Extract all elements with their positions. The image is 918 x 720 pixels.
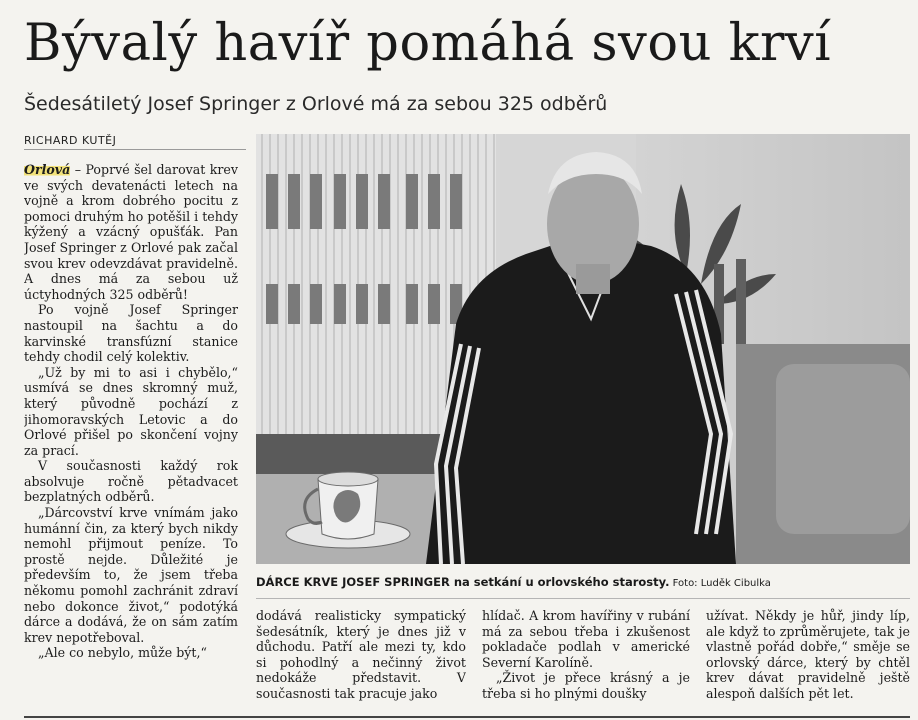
lead-text: – Poprvé šel darovat krev ve svých devatenácti letech na vojně a krom dobrého pocitu z pomoci druhým ho potěšil i tehdy kýžený a vzácný opušťák. Pan Josef Springer z Orlové pak začal svou krev odevzdávat pravidelně. A dnes má za sebou už úctyhodných 325 odběrů! xyxy=(24,162,238,302)
paragraph: „Ale co nebylo, může být,“ xyxy=(38,645,207,661)
subheadline: Šedesátiletý Josef Springer z Orlové má za sebou 325 odběrů xyxy=(24,93,608,115)
photo-illustration xyxy=(256,134,910,564)
paragraph: „Už by mi to asi i chybělo,“ usmívá se dnes skromný muž, který původně pochází z jihomoravských Letovic a do Orlové přišel po skončení vojny za prací. xyxy=(24,364,238,458)
article-column-2 xyxy=(256,608,466,718)
article-column-3 xyxy=(482,608,690,718)
dateline: Orlová xyxy=(24,162,71,177)
paragraph: Po vojně Josef Springer nastoupil na šachtu a do karvinské transfúzní stanice tehdy chodil celý kolektiv. xyxy=(24,302,238,365)
paragraph: V současnosti každý rok absolvuje ročně pětadvacet bezplatných odběrů. xyxy=(24,458,238,505)
lead-paragraph xyxy=(24,162,238,302)
paragraph: hlídač. A krom havířiny v rubání má za sebou třeba i zkušenost pokladače podlah v americké Severní Karolíně. xyxy=(482,608,690,670)
headline: Bývalý havíř pomáhá svou krví xyxy=(24,14,832,73)
article-column-1 xyxy=(24,162,238,714)
photo-credit: Foto: Luděk Cibulka xyxy=(669,578,771,589)
caption-title: DÁRCE KRVE JOSEF SPRINGER xyxy=(256,575,450,589)
byline: RICHARD KUTĚJ xyxy=(24,134,117,147)
photo-caption xyxy=(256,574,910,592)
paragraph: užívat. Někdy je hůř, jindy líp, ale když to zprůměrujete, tak je vlastně pořád dobře,“ směje se orlovský dárce, který by chtěl krev dávat pravidelně ještě alespoň dalších pět let. xyxy=(706,608,910,701)
byline-rule xyxy=(24,149,246,150)
caption-rule xyxy=(256,598,910,599)
article-column-4 xyxy=(706,608,910,718)
article-photo xyxy=(256,134,910,564)
paragraph: „Život je přece krásný a je třeba si ho plnými doušky xyxy=(482,670,690,701)
caption-text: na setkání u orlovského starosty. xyxy=(449,575,670,589)
paragraph: dodává realisticky sympatický šedesátník, který je dnes již v důchodu. Patří ale mezi ty, kdo si pohodlný a nečinný život nedokáže představit. V současnosti tak pracuje jako xyxy=(256,608,466,701)
bottom-rule xyxy=(24,716,910,718)
paragraph: „Dárcovství krve vnímám jako humánní čin, za který bych nikdy nemohl přijmout peníze. To prostě nejde. Důležité je především to, že jsem třeba někomu pomohl zachránit zdraví nebo dokonce život,“ podotýká dárce a dodává, že on sám zatím krev nepotřeboval. xyxy=(24,505,238,645)
